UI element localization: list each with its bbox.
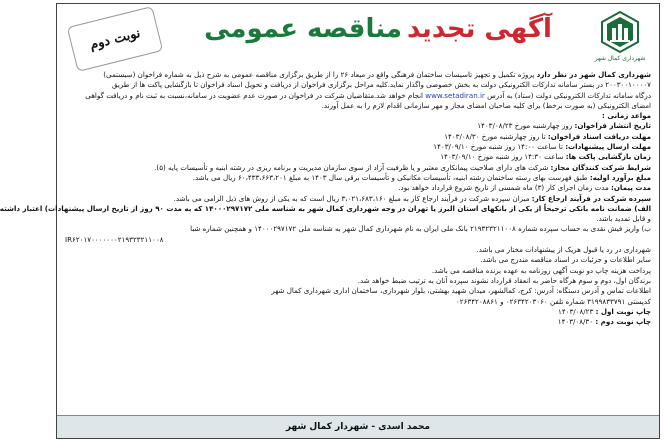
- crest-icon: [598, 10, 642, 54]
- condition-item: مدت پیمان: مدت زمان اجرای کار (۳) ماه شمسی از تاریخ شروع قرارداد خواهد بود.: [398, 183, 651, 193]
- round-stamp: [67, 6, 164, 72]
- logo-caption: شهرداری کمال شهر: [594, 55, 646, 62]
- note-item: شهرداری در رد یا قبول هریک از پیشنهادات مختار می باشد.: [476, 245, 651, 255]
- tender-body: [0, 70, 651, 327]
- title-main: مناقصه عمومی: [204, 14, 402, 44]
- section-heading: مواعد زمانی :: [602, 111, 651, 121]
- schedule-item: تاریخ انتشار فراخوان: روز چهارشنبه مورخ ۱۴۰۳/۰۸/۲۳: [477, 121, 651, 131]
- guarantee-option: الف) ضمانت نامه بانکی ترجیحاً از یکی از بانکهای استان البرز یا تهران در وجه شهرداری کمال شهر به شناسه ملی ۱۴۰۰۰۲۹۷۱۷۲ که به مدت ۹۰ روز از تاریخ ارسال پیشنهادات) اعتبار داشته: [0, 203, 651, 213]
- intro-line: شهرداری کمال شهر در نظر دارد پروژه تکمیل و تجهیز تاسیسات ساختمان فرهنگی واقع در میعاد ۲۶ را از طریق برگزاری مناقصه عمومی به شرح ذیل به شماره فراخوان (سیستمی): [103, 70, 651, 79]
- setad-link[interactable]: www.setadiran.ir: [425, 90, 485, 100]
- sheba-number: IR۶۲۰۱۷۰۰۰۰۰۰۰۲۱۹۳۲۳۲۱۱۰۰۸: [65, 234, 164, 244]
- schedule-item: مهلت ارسال پیشنهادات: تا ساعت ۱۴:۰۰ روز شنبه مورخ ۱۴۰۳/۰۹/۱۰: [433, 142, 651, 152]
- header: [57, 4, 659, 68]
- title-accent: آگهی تجدید: [407, 14, 552, 44]
- schedule-item: زمان بازگشایی پاکت ها: ساعت ۱۴:۳۰ روز شنبه مورخ ۱۴۰۳/۰۹/۱۰: [440, 152, 651, 162]
- note-item: پرداخت هزینه چاپ دو نوبت آگهی روزنامه به عهده برنده مناقصه می باشد.: [431, 265, 651, 275]
- condition-item: مبلغ برآورد اولیه: طبق فهرست بهای رسته ساختمان رشته ابنیه، تأسیسات مکانیکی و تأسیسات برقی سال ۱۴۰۳ به مبلغ ۶۰،۴۳۳،۶۶۳،۲۰۱ ریال می باشد.: [192, 172, 651, 182]
- mayor-signature: محمد اسدی - شهردار کمال شهر: [285, 422, 431, 432]
- round-stamp-text: نوبت دوم: [88, 25, 142, 53]
- guarantee-option: ب) واریز فیش نقدی به حساب سپرده شماره ۲۱۹۳۲۳۲۱۱۰۰۸ بانک ملی ایران به نام شهرداری کمال شهر به شناسه ملی ۱۴۰۰۰۲۹۷۱۷۲ و همچنین شماره شبا: [190, 224, 651, 234]
- note-item: سایر اطلاعات و جزئیات در اسناد مناقصه مندرج می باشد.: [480, 255, 651, 265]
- schedule-item: مهلت دریافت اسناد فراخوان: تا روز چهارشنبه مورخ ۱۴۰۳/۰۸/۳۰: [444, 131, 651, 141]
- print-date-second: چاپ نوبت دوم : ۱۴۰۳/۰۸/۳۰: [557, 317, 651, 327]
- contact-phone: کدپستی ۳۱۹۹۸۳۳۷۹۱ شماره تلفن ۰۲۶۳۴۲۰۳۰۶۰ و ۰۲۶۳۴۲۰۸۸۶۱: [455, 296, 651, 306]
- note-item: برندگان اول، دوم و سوم هرگاه حاضر به انعقاد قرارداد نشوند سپرده آنان به ترتیب ضبط خواهد شد.: [357, 275, 651, 285]
- contact-address: اطلاعات تماس و آدرس دستگاه: آدرس: کرج، کمالشهر، میدان شهید بهشتی، بلوار شهرداری، ساختمان اداری شهرداری کمال شهر: [271, 286, 651, 296]
- intro-line: درگاه سامانه تدارکات الکترونیکی دولت (ستاد) به آدرس www.setadiran.ir انجام خواهد شد.متقاضیان شرکت در فراخوان در صورت عدم عضویت در سامانه،نسبت به ثبت نام و دریافت گواهی: [85, 90, 651, 100]
- intro-line: ۲۰۰۳۰۰۱۰۰۰۰۷ در بستر سامانه تدارکات الکترونیکی دولت به بخش خصوصی واگذار نماید.کلیه مراحل برگزاری فراخوان از دریافت و تحویل اسناد فراخوان تا بازگشایی پاکت ها از طریق: [111, 80, 651, 90]
- intro-line: امضای الکترونیکی (به صورت برخط) برای کلیه صاحبان امضای مجاز و مهر سازمانی اقدام لازم را به عمل آورند.: [321, 100, 651, 110]
- condition-item: شرایط شرکت کنندگان مجاز: شرکت های دارای صلاحیت پیمانکاری معتبر و یا ظرفیت آزاد از سوی سازمان مدیریت و برنامه ریزی در رشته ابنیه و تأسیسات پایه (۵).: [154, 162, 651, 172]
- print-date-first: چاپ نوبت اول : ۱۴۰۳/۰۸/۲۳: [558, 306, 651, 316]
- condition-item: سپرده شرکت در فرآیند ارجاع کار: میزان سپرده شرکت در فرآیند ارجاع کار به مبلغ ۳،۰۲۱،۶۸۳،۱۶۰ ریال است که به یکی از روش های ذیل الزامی می باشد.: [173, 193, 651, 203]
- municipality-logo: [589, 10, 651, 66]
- guarantee-option: و قابل تمدید باشد.: [596, 214, 651, 224]
- page-title: [177, 14, 579, 44]
- footer: [57, 415, 659, 438]
- advertisement-page: [0, 3, 660, 439]
